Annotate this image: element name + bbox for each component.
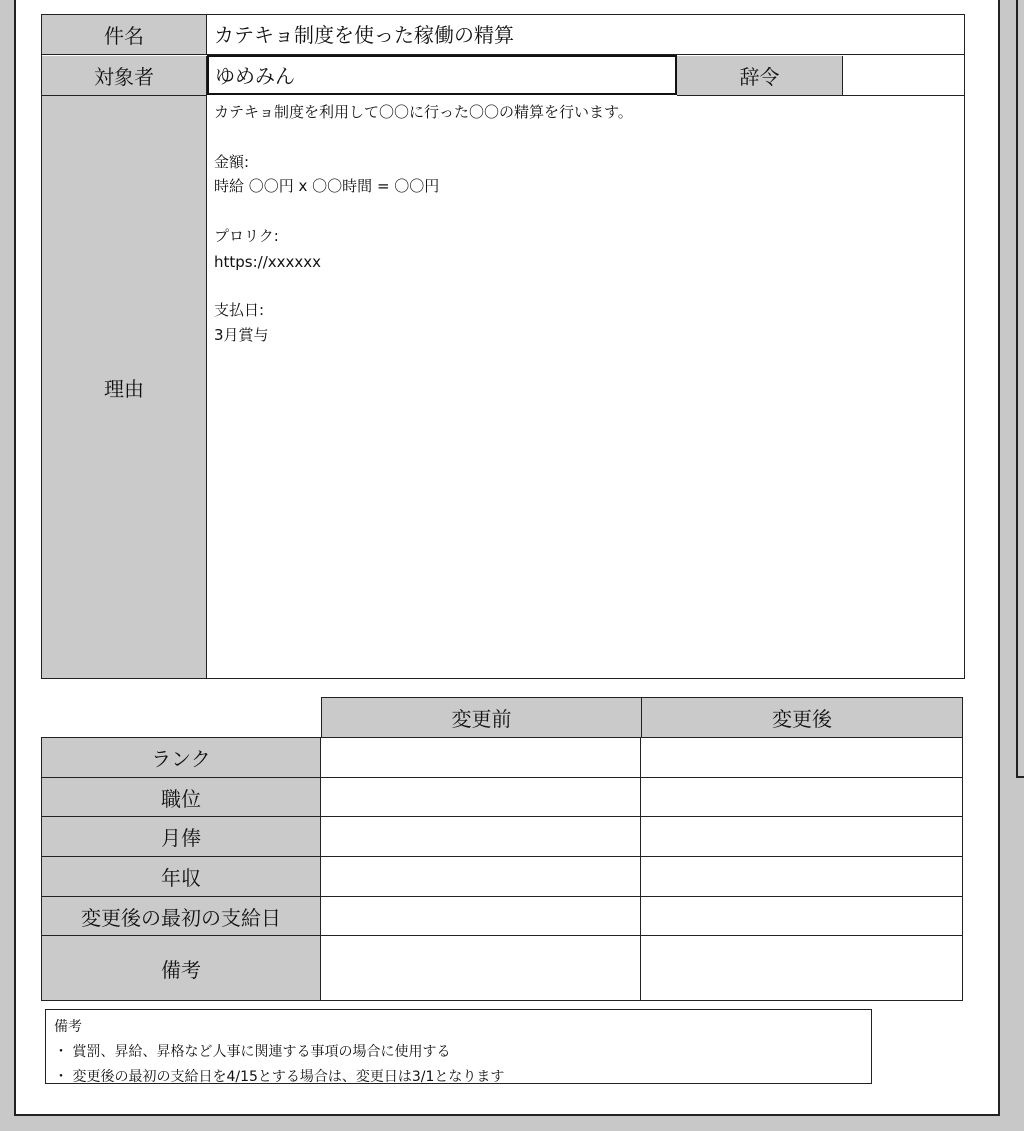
- row-label-remarks: 備考: [42, 936, 321, 1000]
- monthly-salary-after-cell[interactable]: [641, 817, 962, 857]
- reason-line: 金額:: [214, 153, 250, 171]
- reason-line: 3月賞与: [214, 326, 269, 344]
- appointment-field[interactable]: [843, 56, 964, 96]
- first-pay-date-before-cell[interactable]: [321, 897, 641, 936]
- row-label-first-pay-date: 変更後の最初の支給日: [42, 897, 321, 936]
- background-window-edge: [1016, 0, 1018, 778]
- target-field[interactable]: ゆめみん: [207, 55, 677, 95]
- position-before-cell[interactable]: [321, 778, 641, 817]
- reason-line: 支払日:: [214, 301, 265, 319]
- reason-line: カテキョ制度を利用して〇〇に行った〇〇の精算を行います。: [214, 103, 633, 121]
- annual-income-after-cell[interactable]: [641, 857, 962, 897]
- reason-label: 理由: [42, 96, 207, 678]
- notes-title: 備考: [54, 1019, 82, 1035]
- position-after-cell[interactable]: [641, 778, 962, 817]
- subject-label: 件名: [42, 15, 207, 55]
- reason-line: プロリク:: [214, 227, 279, 245]
- first-pay-date-after-cell[interactable]: [641, 897, 962, 936]
- target-label: 対象者: [42, 56, 207, 96]
- row-label-monthly-salary: 月俸: [42, 817, 321, 857]
- background-window-edge-foot: [1016, 776, 1024, 778]
- reason-line: https://xxxxxx: [214, 253, 322, 271]
- row-label-rank: ランク: [42, 738, 321, 778]
- header-after: 変更後: [641, 697, 963, 738]
- reason-line: 時給 〇〇円 x 〇〇時間 = 〇〇円: [214, 177, 440, 195]
- remarks-before-cell[interactable]: [321, 936, 641, 1000]
- appointment-label: 辞令: [677, 56, 843, 96]
- annual-income-before-cell[interactable]: [321, 857, 641, 897]
- rank-after-cell[interactable]: [641, 738, 962, 778]
- notes-item: ・ 変更後の最初の支給日を4/15とする場合は、変更日は3/1となります: [54, 1069, 505, 1085]
- notes-box: [45, 1009, 872, 1084]
- rank-before-cell[interactable]: [321, 738, 641, 778]
- remarks-after-cell[interactable]: [641, 936, 962, 1000]
- row-label-annual-income: 年収: [42, 857, 321, 897]
- subject-field[interactable]: カテキョ制度を使った稼働の精算: [207, 15, 964, 55]
- header-before: 変更前: [321, 697, 642, 738]
- notes-item: ・ 賞罰、昇給、昇格など人事に関連する事項の場合に使用する: [54, 1044, 451, 1060]
- monthly-salary-before-cell[interactable]: [321, 817, 641, 857]
- row-label-position: 職位: [42, 778, 321, 817]
